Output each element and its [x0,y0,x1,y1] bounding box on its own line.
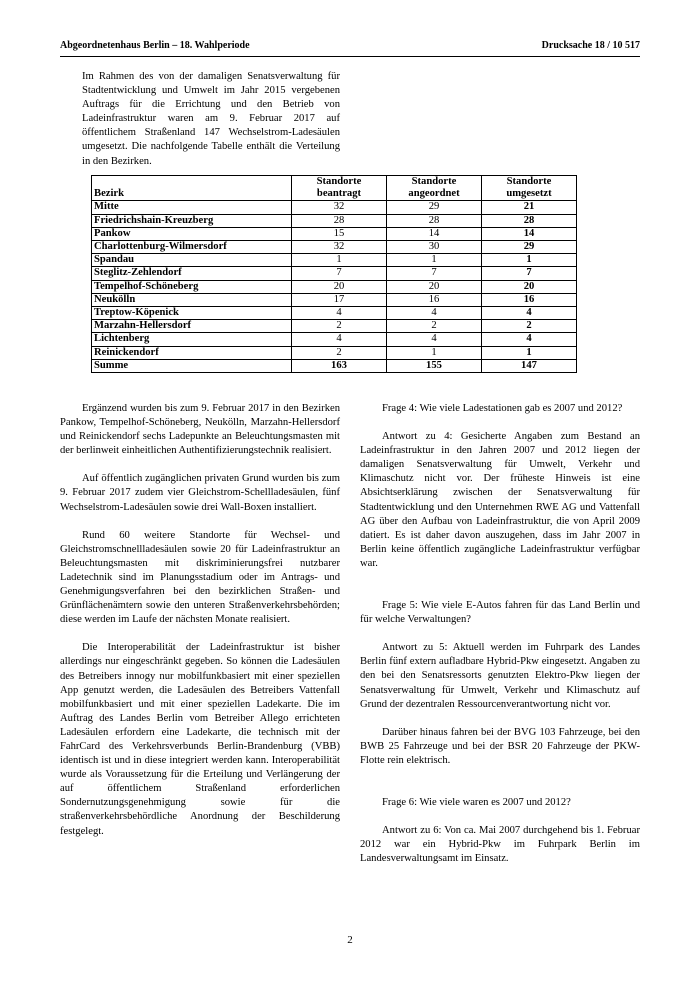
table-header-row [92,176,577,201]
left-column [60,402,340,839]
paragraph-private-ground: Auf öffentlich zugänglichen privaten Grund wurden bis zum 9. Februar 2017 zudem vier Gleichstrom-Schellladesäulen, fünf Wechselstrom-Ladesäulen sowie drei Wall-Boxen installiert. [60,473,340,513]
cell-angeordnet: 29 [387,201,482,214]
cell-bezirk: Mitte [92,201,292,214]
cell-umgesetzt: 2 [482,320,577,333]
cell-bezirk: Marzahn-Hellersdorf [92,320,292,333]
cell-beantragt: 20 [292,280,387,293]
cell-angeordnet: 16 [387,293,482,306]
cell-umgesetzt: 20 [482,280,577,293]
question-6: Frage 6: Wie viele waren es 2007 und 2012? [382,796,571,808]
cell-bezirk: Steglitz-Zehlendorf [92,267,292,280]
question-5: Frage 5: Wie viele E-Autos fahren für das Land Berlin und für welche Verwaltungen? [360,600,640,626]
sum-angeordnet: 155 [387,359,482,372]
page-header [60,40,640,57]
cell-umgesetzt: 28 [482,214,577,227]
header-bezirk: Bezirk [92,176,292,201]
header-angeordnet: Standorte angeordnet [387,176,482,201]
cell-umgesetzt: 29 [482,241,577,254]
table-row [92,241,577,254]
table-row [92,293,577,306]
table-row [92,254,577,267]
cell-angeordnet: 1 [387,254,482,267]
page-number: 2 [347,934,353,946]
cell-angeordnet: 20 [387,280,482,293]
cell-bezirk: Charlottenburg-Wilmersdorf [92,241,292,254]
cell-angeordnet: 2 [387,320,482,333]
cell-angeordnet: 30 [387,241,482,254]
table-row [92,333,577,346]
cell-umgesetzt: 21 [482,201,577,214]
cell-angeordnet: 28 [387,214,482,227]
table-row [92,227,577,240]
cell-beantragt: 4 [292,307,387,320]
paragraph-interoperability: Die Interoperabilität der Ladeinfrastruktur ist bisher allerdings nur eingeschränkt gegeben. So können die Ladesäulen des Betreibers innogy nur mobilfunkbasiert mit einer speziellen App genutzt werden, die Ladesäulen des Betreibers Vattenfall mobilfunkbasiert und mit einer speziellen Ladekarte. Die im Auftrag des Landes Berlin vom Betreiber Allego errichteten Ladesäulen erfordern eine Ladekarte, die technisch mit der FahrCard des Verkehrsverbunds Berlin-Brandenburg (VBB) identisch ist und in diese integriert werden kann. Interoperabilität wurde als Voraussetzung für die Erteilung und Verlängerung der auf öffentlichem Straßenland erforderlichen Sondernutzungsgenehmigung sowie für die straßenverkehrsbehördliche Anordnung der Beschilderung festgelegt. [60,642,340,837]
cell-beantragt: 28 [292,214,387,227]
cell-umgesetzt: 14 [482,227,577,240]
cell-beantragt: 15 [292,227,387,240]
answer-4: Antwort zu 4: Gesicherte Angaben zum Bestand an Ladeinfrastruktur in den Jahren 2007 und 2012 liegen der damaligen Senatsverwaltung für Umwelt, Verkehr und Klimaschutz nicht vor. Der früheste Hinweis ist eine Absichtserklärung zwischen der Senatsverwaltung für Stadtentwicklung und den Unternehmen RWE AG und Vattenfall AG über den Aufbau von Ladeinfrastruktur, die von April 2009 datiert. Es ist daher davon auszugehen, dass im Jahr 2007 in Berlin keine öffentlich zugängliche Ladeinfrastruktur verfügbar war. [360,431,640,569]
answer-6: Antwort zu 6: Von ca. Mai 2007 durchgehend bis 1. Februar 2012 war ein Hybrid-Pkw im Fuhrpark Berlin im Landesverwaltungsamt im Einsatz. [360,825,640,865]
table-row [92,214,577,227]
table-sum-row [92,359,577,372]
header-beantragt: Standorte beantragt [292,176,387,201]
answer-5: Antwort zu 5: Aktuell werden im Fuhrpark des Landes Berlin fünf extern aufladbare Hybrid-Pkw eingesetzt. Angaben zu den bei den Senatsressorts genutzten Elektro-Pkw liegen der Senatsverwaltung für Umwelt, Verkehr und Klimaschutz auf Grund der dezentralen Ressourcenverantwortung nicht vor. [360,642,640,710]
cell-umgesetzt: 4 [482,307,577,320]
table-row [92,320,577,333]
cell-beantragt: 4 [292,333,387,346]
cell-beantragt: 7 [292,267,387,280]
table-row [92,280,577,293]
cell-bezirk: Tempelhof-Schöneberg [92,280,292,293]
intro-paragraph: Im Rahmen des von der damaligen Senatsverwaltung für Stadtentwicklung und Umwelt im Jahr 2015 vergebenen Auftrags für die Errichtung und den Betrieb von Ladeinfrastruktur waren am 9. Februar 2017 auf öffentlichem Straßenland 147 Wechselstrom-Ladesäulen umgesetzt. Die nachfolgende Tabelle enthält die Verteilung in den Bezirken. [82,71,340,167]
table-row [92,307,577,320]
cell-bezirk: Friedrichshain-Kreuzberg [92,214,292,227]
cell-umgesetzt: 4 [482,333,577,346]
cell-bezirk: Spandau [92,254,292,267]
charging-stations-table [91,175,577,373]
table-row [92,201,577,214]
cell-bezirk: Treptow-Köpenick [92,307,292,320]
cell-beantragt: 32 [292,201,387,214]
cell-beantragt: 2 [292,346,387,359]
header-title: Abgeordnetenhaus Berlin – 18. Wahlperiode [60,40,250,51]
table-row [92,267,577,280]
paragraph-supplement: Ergänzend wurden bis zum 9. Februar 2017 in den Bezirken Pankow, Tempelhof-Schöneberg, Neukölln, Marzahn-Hellersdorf und Reinickendorf sechs Ladepunkte an Beleuchtungsmasten mit der berlinweit einheitlichen Authentifizierungstechnik realisiert. [60,403,340,457]
sum-umgesetzt: 147 [482,359,577,372]
document-number: Drucksache 18 / 10 517 [541,40,640,51]
cell-bezirk: Reinickendorf [92,346,292,359]
cell-angeordnet: 4 [387,307,482,320]
cell-angeordnet: 1 [387,346,482,359]
answer-5-continued: Darüber hinaus fahren bei der BVG 103 Fahrzeuge, bei den BWB 25 Fahrzeuge und bei der BSR 20 Fahrzeuge der PKW-Flotte rein elektrisch. [360,726,640,766]
right-column [360,402,640,866]
cell-angeordnet: 4 [387,333,482,346]
cell-angeordnet: 14 [387,227,482,240]
cell-bezirk: Lichtenberg [92,333,292,346]
cell-umgesetzt: 1 [482,254,577,267]
sum-beantragt: 163 [292,359,387,372]
cell-umgesetzt: 7 [482,267,577,280]
cell-bezirk: Pankow [92,227,292,240]
cell-beantragt: 17 [292,293,387,306]
sum-label: Summe [92,359,292,372]
table-body [92,201,577,359]
cell-angeordnet: 7 [387,267,482,280]
table-row [92,346,577,359]
cell-umgesetzt: 16 [482,293,577,306]
question-4: Frage 4: Wie viele Ladestationen gab es 2007 und 2012? [382,403,623,414]
cell-bezirk: Neukölln [92,293,292,306]
cell-beantragt: 32 [292,241,387,254]
cell-beantragt: 2 [292,320,387,333]
header-umgesetzt: Standorte umgesetzt [482,176,577,201]
paragraph-planned-sites: Rund 60 weitere Standorte für Wechsel- und Gleichstromschnellladesäulen sowie 20 für Ladeinfrastruktur an Beleuchtungsmasten mit diskriminierungsfrei nutzbarer Ladetechnik sind im Planungsstadium oder im Antrags- und Genehmigungsverfahren bei den bezirklichen Straßen- und Grünflächenämtern sowie den unteren Straßenverkehrsbehörden; diese werden im Laufe der nächsten Monate realisiert. [60,529,340,626]
cell-umgesetzt: 1 [482,346,577,359]
cell-beantragt: 1 [292,254,387,267]
